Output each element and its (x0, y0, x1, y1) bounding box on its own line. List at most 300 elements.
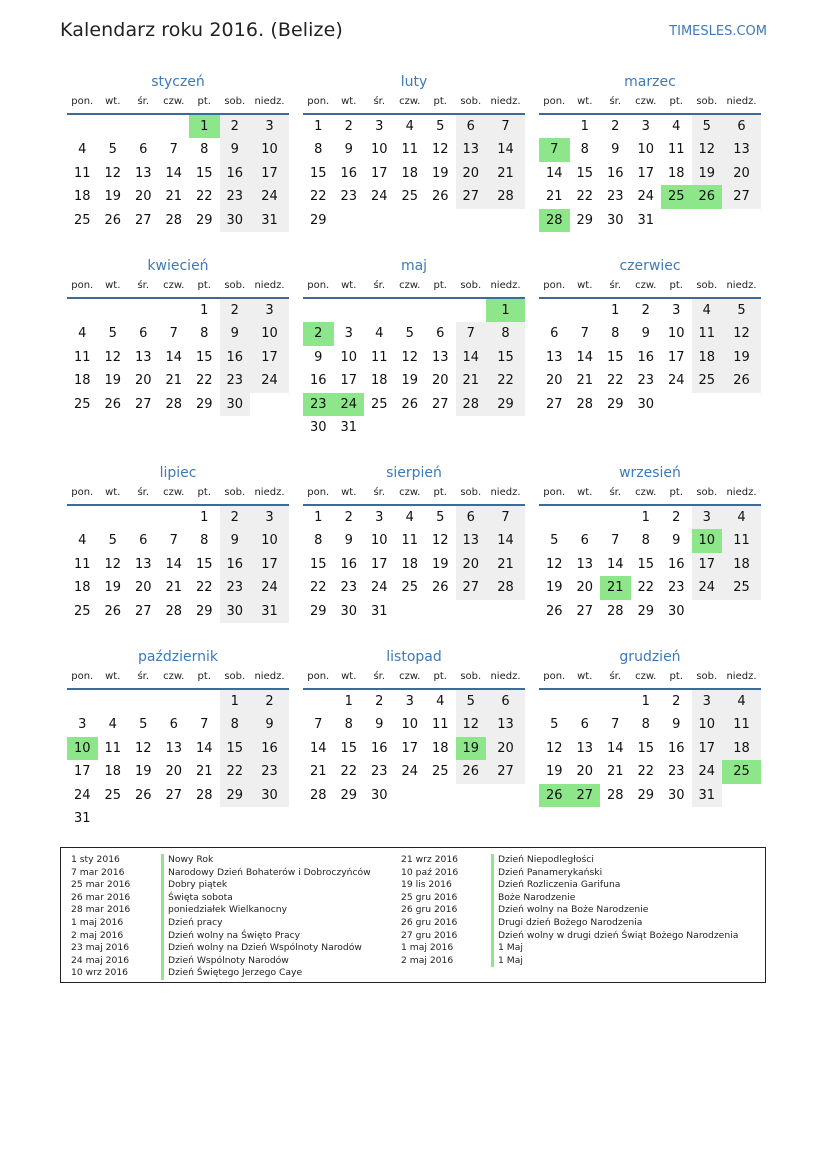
weekday-label: niedz. (726, 671, 757, 682)
empty-day-cell (364, 209, 395, 232)
day-cell: 5 (108, 533, 117, 549)
empty-day-cell (486, 416, 525, 439)
day-cell: 3 (250, 299, 289, 322)
weekday-label: pon. (71, 280, 94, 291)
holiday-name: poniedziałek Wielkanocny (168, 904, 288, 916)
week-row (539, 600, 761, 623)
weekday-label: czw. (399, 96, 421, 107)
day-cell: 26 (539, 784, 570, 807)
holiday-name: Dzień Rozliczenia Garifuna (498, 879, 621, 891)
month-name: listopad (386, 649, 442, 665)
empty-day-cell (67, 506, 98, 529)
day-cell: 26 (104, 396, 122, 412)
day-cell: 24 (637, 189, 655, 205)
day-cell: 29 (486, 393, 525, 416)
legend-row (71, 879, 371, 892)
weekday-label: niedz. (490, 96, 521, 107)
empty-day-cell (67, 115, 98, 138)
empty-day-cell (661, 209, 692, 232)
day-cell: 10 (692, 713, 723, 736)
holiday-date: 2 maj 2016 (71, 929, 124, 941)
legend-row (401, 904, 738, 917)
day-cell: 20 (134, 189, 152, 205)
weekday-label: pon. (307, 487, 330, 498)
month-name: maj (400, 258, 428, 274)
day-cell: 17 (401, 740, 419, 756)
day-cell: 20 (722, 162, 761, 185)
day-cell: 8 (200, 142, 209, 158)
day-cell: 17 (692, 553, 723, 576)
weekday-header (67, 93, 289, 115)
week-row (67, 713, 289, 736)
holiday-marker (491, 955, 494, 968)
day-cell: 14 (165, 556, 183, 572)
day-cell: 15 (576, 165, 594, 181)
weekday-label: niedz. (490, 280, 521, 291)
empty-day-cell (570, 506, 601, 529)
week-row (303, 115, 525, 138)
day-cell: 30 (637, 396, 655, 412)
day-cell: 23 (667, 580, 685, 596)
empty-day-cell (486, 784, 525, 807)
day-cell: 13 (576, 556, 594, 572)
legend-column-right (401, 854, 738, 967)
month-calendar (539, 255, 761, 416)
day-cell: 17 (692, 737, 723, 760)
day-cell: 5 (405, 326, 414, 342)
empty-day-cell (364, 416, 395, 439)
day-cell: 1 (200, 510, 209, 525)
weekday-label: sob. (460, 671, 482, 682)
day-cell: 22 (576, 189, 594, 205)
day-cell: 22 (309, 189, 327, 205)
empty-day-cell (600, 690, 631, 713)
day-cell: 12 (401, 349, 419, 365)
weekday-label: sob. (224, 671, 246, 682)
day-cell: 6 (139, 326, 148, 342)
day-cell: 4 (722, 690, 761, 713)
holiday-date: 27 gru 2016 (401, 929, 458, 941)
month-name: wrzesień (619, 465, 681, 481)
empty-day-cell (425, 784, 456, 807)
day-cell: 22 (309, 580, 327, 596)
day-cell: 13 (545, 349, 563, 365)
legend-row (401, 955, 738, 968)
day-cell: 24 (401, 764, 419, 780)
weekday-label: wt. (577, 96, 593, 107)
day-cell: 26 (431, 580, 449, 596)
weekday-label: niedz. (254, 487, 285, 498)
day-cell: 1 (200, 303, 209, 318)
legend-row (401, 867, 738, 880)
day-cell: 16 (667, 556, 685, 572)
holiday-name: Drugi dzień Bożego Narodzenia (498, 916, 643, 928)
empty-day-cell (98, 299, 129, 322)
day-cell: 1 (641, 694, 650, 709)
holiday-date: 1 maj 2016 (401, 942, 454, 954)
day-cell: 28 (486, 185, 525, 208)
day-cell: 24 (250, 185, 289, 208)
empty-day-cell (189, 690, 220, 713)
week-row (303, 529, 525, 552)
empty-day-cell (456, 416, 487, 439)
empty-day-cell (425, 600, 456, 623)
day-cell: 14 (486, 529, 525, 552)
day-cell: 21 (486, 553, 525, 576)
day-cell: 25 (431, 764, 449, 780)
day-cell: 11 (692, 322, 723, 345)
day-cell: 29 (637, 603, 655, 619)
day-cell: 8 (200, 326, 209, 342)
day-cell: 14 (456, 346, 487, 369)
legend-row (401, 879, 738, 892)
day-cell: 5 (550, 533, 559, 549)
empty-day-cell (395, 600, 426, 623)
weekday-header (303, 277, 525, 299)
day-cell: 11 (667, 142, 685, 158)
weekday-label: wt. (341, 96, 357, 107)
day-cell: 19 (545, 580, 563, 596)
day-cell: 12 (456, 713, 487, 736)
day-cell: 6 (456, 115, 487, 138)
day-cell: 24 (692, 760, 723, 783)
month-name: sierpień (386, 465, 442, 481)
day-cell: 26 (722, 369, 761, 392)
weekday-label: sob. (460, 487, 482, 498)
empty-day-cell (159, 807, 190, 830)
day-cell: 11 (431, 717, 449, 733)
month-calendar (67, 462, 289, 623)
day-cell: 16 (250, 737, 289, 760)
weekday-label: pt. (669, 96, 683, 107)
day-cell: 14 (486, 138, 525, 161)
holiday-marker (491, 867, 494, 880)
holiday-date: 24 maj 2016 (71, 954, 130, 966)
day-cell: 13 (134, 165, 152, 181)
empty-day-cell (220, 807, 251, 830)
day-cell: 23 (220, 576, 251, 599)
empty-day-cell (395, 416, 426, 439)
day-cell: 27 (486, 760, 525, 783)
weekday-label: śr. (137, 487, 150, 498)
holiday-date: 19 lis 2016 (401, 879, 452, 891)
day-cell: 23 (220, 369, 251, 392)
day-cell: 26 (104, 603, 122, 619)
day-cell: 12 (722, 322, 761, 345)
day-cell: 14 (606, 740, 624, 756)
day-cell: 17 (637, 165, 655, 181)
empty-day-cell (128, 690, 159, 713)
empty-day-cell (722, 209, 761, 232)
empty-day-cell (395, 299, 426, 322)
day-cell: 18 (401, 165, 419, 181)
weekday-label: czw. (163, 96, 185, 107)
week-row (67, 506, 289, 529)
day-cell: 25 (692, 369, 723, 392)
empty-day-cell (425, 209, 456, 232)
holiday-marker (161, 955, 164, 968)
weekday-label: pt. (197, 96, 211, 107)
holiday-marker (161, 917, 164, 930)
day-cell: 2 (641, 303, 650, 318)
day-cell: 16 (309, 373, 327, 389)
legend-row (71, 955, 371, 968)
day-cell: 22 (195, 373, 213, 389)
week-row (303, 784, 525, 807)
week-row (303, 138, 525, 161)
day-cell: 2 (611, 119, 620, 134)
day-cell: 20 (545, 373, 563, 389)
day-cell: 2 (344, 510, 353, 525)
day-cell: 14 (606, 556, 624, 572)
day-cell: 12 (104, 165, 122, 181)
weekday-label: czw. (399, 671, 421, 682)
day-cell: 11 (401, 533, 419, 549)
day-cell: 23 (220, 185, 251, 208)
holiday-date: 26 mar 2016 (71, 891, 131, 903)
day-cell: 28 (539, 209, 570, 232)
legend-row (71, 942, 371, 955)
day-cell: 29 (309, 212, 327, 228)
empty-day-cell (334, 209, 365, 232)
day-cell: 5 (550, 717, 559, 733)
day-cell: 8 (314, 533, 323, 549)
weekday-label: pon. (543, 96, 566, 107)
day-cell: 5 (722, 299, 761, 322)
day-cell: 3 (672, 303, 681, 318)
empty-day-cell (250, 393, 289, 416)
week-row (67, 576, 289, 599)
day-cell: 30 (370, 787, 388, 803)
week-row (67, 690, 289, 713)
weekday-label: niedz. (726, 96, 757, 107)
day-cell: 20 (456, 162, 487, 185)
day-cell: 13 (486, 713, 525, 736)
day-cell: 19 (104, 189, 122, 205)
weekday-label: pt. (433, 487, 447, 498)
day-cell: 24 (370, 189, 388, 205)
weekday-header (303, 93, 525, 115)
holiday-marker (161, 892, 164, 905)
day-cell: 26 (134, 787, 152, 803)
empty-day-cell (250, 807, 289, 830)
day-cell: 7 (611, 533, 620, 549)
day-cell: 22 (195, 189, 213, 205)
day-cell: 5 (108, 326, 117, 342)
day-cell: 20 (486, 737, 525, 760)
day-cell: 25 (370, 396, 388, 412)
day-cell: 2 (672, 694, 681, 709)
week-row (539, 737, 761, 760)
empty-day-cell (570, 690, 601, 713)
day-cell: 16 (220, 553, 251, 576)
day-cell: 1 (220, 690, 251, 713)
day-cell: 29 (637, 787, 655, 803)
holiday-marker (491, 892, 494, 905)
day-cell: 3 (250, 115, 289, 138)
day-cell: 15 (195, 165, 213, 181)
weekday-label: czw. (399, 487, 421, 498)
holiday-date: 25 mar 2016 (71, 879, 131, 891)
week-row (539, 138, 761, 161)
day-cell: 1 (486, 299, 525, 322)
month-calendar (67, 71, 289, 232)
holiday-name: 1 Maj (498, 942, 523, 954)
day-cell: 25 (73, 603, 91, 619)
day-cell: 5 (108, 142, 117, 158)
day-cell: 3 (641, 119, 650, 134)
day-cell: 15 (637, 740, 655, 756)
empty-day-cell (486, 600, 525, 623)
holiday-marker (491, 930, 494, 943)
empty-day-cell (98, 690, 129, 713)
brand-link[interactable]: TIMESLES.COM (669, 24, 767, 39)
month-calendar (303, 255, 525, 439)
empty-day-cell (692, 600, 723, 623)
day-cell: 10 (370, 533, 388, 549)
day-cell: 23 (370, 764, 388, 780)
day-cell: 11 (73, 349, 91, 365)
day-cell: 18 (73, 580, 91, 596)
week-row (303, 393, 525, 416)
weekday-header (67, 484, 289, 506)
day-cell: 5 (456, 690, 487, 713)
weekday-label: niedz. (726, 487, 757, 498)
weekday-label: czw. (163, 487, 185, 498)
day-cell: 27 (134, 603, 152, 619)
day-cell: 26 (456, 760, 487, 783)
holiday-date: 10 paź 2016 (401, 866, 459, 878)
week-row (539, 760, 761, 783)
day-cell: 16 (340, 165, 358, 181)
day-cell: 27 (576, 603, 594, 619)
day-cell: 2 (344, 119, 353, 134)
day-cell: 17 (250, 553, 289, 576)
month-calendar (67, 255, 289, 416)
weekday-label: sob. (460, 280, 482, 291)
day-cell: 12 (431, 142, 449, 158)
month-calendar (303, 71, 525, 232)
day-cell: 18 (401, 556, 419, 572)
weekday-header (539, 668, 761, 690)
day-cell: 8 (641, 717, 650, 733)
holiday-date: 26 gru 2016 (401, 904, 458, 916)
month-name: marzec (624, 74, 676, 90)
week-row (67, 162, 289, 185)
day-cell: 7 (169, 533, 178, 549)
day-cell: 18 (667, 165, 685, 181)
day-cell: 26 (104, 212, 122, 228)
day-cell: 17 (370, 556, 388, 572)
day-cell: 5 (692, 115, 723, 138)
day-cell: 19 (722, 346, 761, 369)
day-cell: 18 (692, 346, 723, 369)
day-cell: 7 (486, 115, 525, 138)
day-cell: 9 (344, 533, 353, 549)
day-cell: 25 (104, 787, 122, 803)
week-row (67, 529, 289, 552)
day-cell: 31 (250, 209, 289, 232)
weekday-label: pt. (433, 96, 447, 107)
empty-day-cell (539, 299, 570, 322)
weekday-label: sob. (696, 280, 718, 291)
day-cell: 22 (220, 760, 251, 783)
day-cell: 19 (104, 580, 122, 596)
weekday-label: pon. (307, 96, 330, 107)
week-row (303, 506, 525, 529)
weekday-label: sob. (696, 487, 718, 498)
day-cell: 2 (672, 510, 681, 525)
week-row (539, 529, 761, 552)
empty-day-cell (128, 807, 159, 830)
day-cell: 21 (309, 764, 327, 780)
day-cell: 2 (250, 690, 289, 713)
holiday-name: Dzień wolny na Boże Narodzenie (498, 904, 649, 916)
day-cell: 26 (431, 189, 449, 205)
page-title: Kalendarz roku 2016. (Belize) (60, 19, 343, 41)
day-cell: 24 (370, 580, 388, 596)
weekday-label: pon. (71, 671, 94, 682)
weekday-label: śr. (373, 671, 386, 682)
weekday-label: wt. (105, 280, 121, 291)
week-row (67, 299, 289, 322)
day-cell: 29 (195, 396, 213, 412)
week-row (67, 737, 289, 760)
weekday-header (303, 484, 525, 506)
empty-day-cell (539, 506, 570, 529)
holiday-date: 26 gru 2016 (401, 916, 458, 928)
month-name: luty (400, 74, 428, 90)
weekday-label: niedz. (490, 671, 521, 682)
weekday-label: pt. (197, 487, 211, 498)
day-cell: 4 (375, 326, 384, 342)
holiday-marker (161, 879, 164, 892)
empty-day-cell (722, 600, 761, 623)
day-cell: 7 (539, 138, 570, 161)
day-cell: 7 (456, 322, 487, 345)
day-cell: 18 (73, 189, 91, 205)
day-cell: 22 (637, 580, 655, 596)
day-cell: 17 (370, 165, 388, 181)
holiday-name: Święta sobota (168, 891, 233, 903)
day-cell: 8 (200, 533, 209, 549)
day-cell: 10 (340, 349, 358, 365)
empty-day-cell (67, 690, 98, 713)
day-cell: 28 (309, 787, 327, 803)
weekday-label: sob. (224, 487, 246, 498)
empty-day-cell (456, 209, 487, 232)
day-cell: 2 (220, 506, 251, 529)
day-cell: 13 (456, 138, 487, 161)
day-cell: 3 (78, 717, 87, 733)
day-cell: 4 (78, 142, 87, 158)
day-cell: 26 (692, 185, 723, 208)
day-cell: 10 (667, 326, 685, 342)
day-cell: 3 (375, 119, 384, 134)
empty-day-cell (425, 416, 456, 439)
day-cell: 23 (340, 580, 358, 596)
weekday-label: sob. (696, 671, 718, 682)
empty-day-cell (159, 299, 190, 322)
week-row (539, 369, 761, 392)
month-name: kwiecień (147, 258, 209, 274)
day-cell: 28 (195, 787, 213, 803)
week-row (539, 784, 761, 807)
day-cell: 25 (401, 580, 419, 596)
day-cell: 20 (576, 764, 594, 780)
weekday-label: czw. (635, 487, 657, 498)
day-cell: 29 (220, 784, 251, 807)
